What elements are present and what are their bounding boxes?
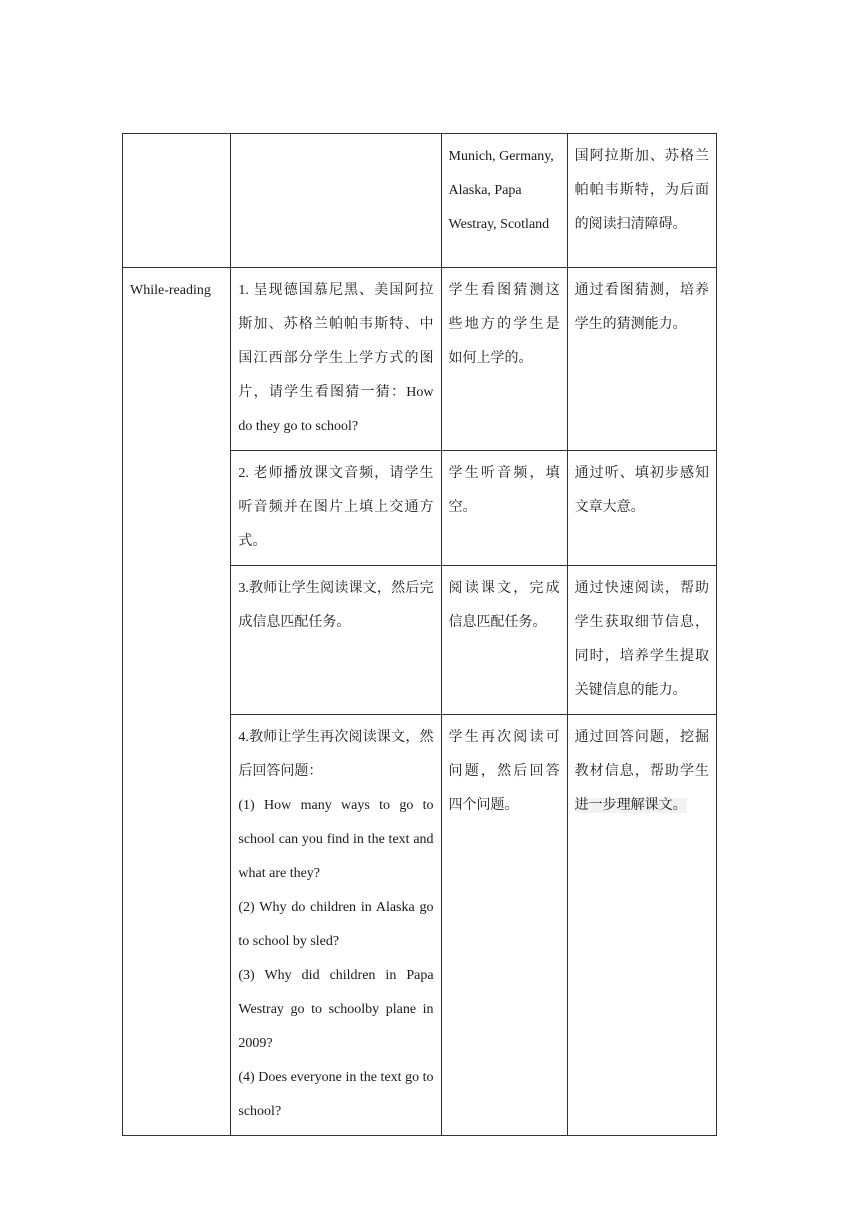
place-names: Munich, Germany, Alaska, Papa Westray, Scotland [448,149,554,232]
purpose-text: 国阿拉斯加、苏格兰帕帕韦斯特，为后面的阅读扫清障碍。 [574,149,709,232]
student-activity-cell [441,451,567,566]
student-activity-cell [441,715,567,1136]
stage-cell-while-reading: While-reading [123,268,231,1136]
student-activity-text: 阅读课文，完成信息匹配任务。 [448,581,560,630]
student-activity-cell [441,134,567,268]
purpose-text-main: 通过回答问题，挖掘教材信息，帮助学生 [574,730,709,779]
activity-cell [231,451,441,566]
purpose-cell [567,451,716,566]
activity-text: 1. 呈现德国慕尼黑、美国阿拉斯加、苏格兰帕帕韦斯特、中国江西部分学生上学方式的图片，请学生看图猜一猜：How do they go to school? [238,283,434,434]
purpose-text [575,721,709,823]
table-row-while-reading-1 [123,268,717,451]
student-activity-cell [441,566,567,715]
student-activity-text: 学生再次阅读可问题，然后回答四个问题。 [448,730,560,813]
table-row-pre-reading-continued [123,134,717,268]
activity-cell [231,134,441,268]
purpose-text: 通过听、填初步感知文章大意。 [574,466,709,515]
question-1: (1) How many ways to go to school can you find in the text and what are they? [238,798,434,881]
activity-cell [231,268,441,451]
student-activity-text: 学生听音频，填空。 [448,466,560,515]
stage-cell [123,134,231,268]
question-2: (2) Why do children in Alaska go to school by sled? [238,900,434,949]
purpose-text: 通过看图猜测，培养学生的猜测能力。 [574,283,709,332]
purpose-cell [567,134,716,268]
activity-text: 3.教师让学生阅读课文，然后完成信息匹配任务。 [238,581,434,630]
activity-text-intro: 4.教师让学生再次阅读课文，然后回答问题： [238,730,434,779]
lesson-plan-table [122,133,717,1136]
activity-cell [231,715,441,1136]
purpose-cell [567,268,716,451]
student-activity-cell [441,268,567,451]
activity-cell [231,566,441,715]
purpose-text: 通过快速阅读，帮助学生获取细节信息，同时，培养学生提取关键信息的能力。 [574,581,709,698]
student-activity-text: 学生看图猜测这些地方的学生是如何上学的。 [448,283,560,366]
question-3: (3) Why did children in Papa Westray go to schoolby plane in 2009? [238,968,434,1051]
purpose-cell [567,715,716,1136]
purpose-cell [567,566,716,715]
question-4: (4) Does everyone in the text go to school? [238,1070,434,1119]
activity-text: 2. 老师播放课文音频，请学生听音频并在图片上填上交通方式。 [238,466,434,549]
purpose-text-tail: 进一步理解课文。 [574,798,687,813]
